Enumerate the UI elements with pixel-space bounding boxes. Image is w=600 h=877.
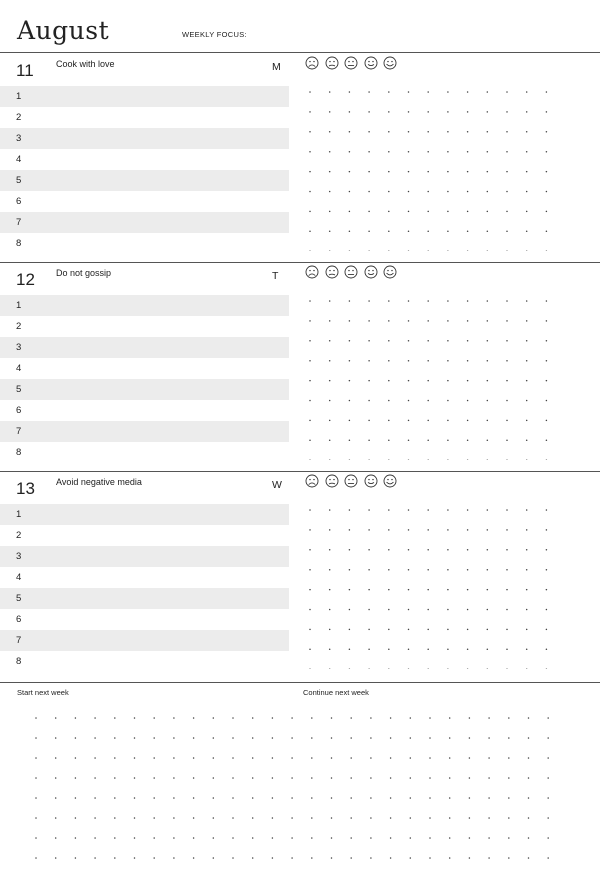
sad-face-icon[interactable]: [325, 265, 339, 279]
row-number: 1: [16, 91, 22, 102]
task-row[interactable]: [0, 421, 289, 442]
divider: [0, 682, 600, 683]
task-row[interactable]: [0, 442, 289, 463]
neutral-face-icon[interactable]: [344, 265, 358, 279]
start-next-week-label: Start next week: [17, 688, 69, 697]
dot-grid[interactable]: [309, 300, 559, 460]
task-row[interactable]: [0, 337, 289, 358]
row-number: 7: [16, 426, 22, 437]
task-row[interactable]: [0, 295, 289, 316]
task-row[interactable]: [0, 170, 289, 191]
task-row[interactable]: [0, 546, 289, 567]
row-number: 6: [16, 196, 22, 207]
row-number: 2: [16, 530, 22, 541]
sad-face-icon[interactable]: [325, 56, 339, 70]
row-number: 7: [16, 635, 22, 646]
row-number: 3: [16, 551, 22, 562]
row-number: 3: [16, 342, 22, 353]
row-number: 6: [16, 405, 22, 416]
very-sad-face-icon[interactable]: [305, 474, 319, 488]
very-happy-face-icon[interactable]: [383, 474, 397, 488]
task-row[interactable]: [0, 86, 289, 107]
numbered-rows: [0, 504, 289, 672]
weekday-letter: T: [272, 270, 279, 282]
task-row[interactable]: [0, 212, 289, 233]
row-number: 4: [16, 572, 22, 583]
task-row[interactable]: [0, 316, 289, 337]
task-row[interactable]: [0, 504, 289, 525]
task-row[interactable]: [0, 107, 289, 128]
task-row[interactable]: [0, 630, 289, 651]
page-header: [0, 0, 600, 52]
row-number: 3: [16, 133, 22, 144]
very-happy-face-icon[interactable]: [383, 56, 397, 70]
task-row[interactable]: [0, 149, 289, 170]
row-number: 8: [16, 656, 22, 667]
task-row[interactable]: [0, 400, 289, 421]
dot-grid[interactable]: [309, 91, 559, 251]
row-number: 1: [16, 509, 22, 520]
numbered-rows: [0, 295, 289, 463]
task-row[interactable]: [0, 233, 289, 254]
row-number: 7: [16, 217, 22, 228]
row-number: 5: [16, 175, 22, 186]
numbered-rows: [0, 86, 289, 254]
dot-grid[interactable]: [309, 509, 559, 669]
task-row[interactable]: [0, 651, 289, 672]
neutral-face-icon[interactable]: [344, 56, 358, 70]
task-row[interactable]: [0, 567, 289, 588]
task-row[interactable]: [0, 609, 289, 630]
task-row[interactable]: [0, 379, 289, 400]
very-sad-face-icon[interactable]: [305, 56, 319, 70]
task-row[interactable]: [0, 588, 289, 609]
happy-face-icon[interactable]: [364, 265, 378, 279]
day-number: 12: [16, 270, 35, 289]
task-row[interactable]: [0, 128, 289, 149]
row-number: 8: [16, 238, 22, 249]
row-number: 2: [16, 112, 22, 123]
task-row[interactable]: [0, 358, 289, 379]
notes-dot-grid[interactable]: [35, 717, 560, 867]
very-happy-face-icon[interactable]: [383, 265, 397, 279]
task-row[interactable]: [0, 525, 289, 546]
continue-next-week-label: Continue next week: [303, 688, 369, 697]
row-number: 1: [16, 300, 22, 311]
month-title: August: [17, 16, 110, 45]
day-number: 13: [16, 479, 35, 498]
row-number: 2: [16, 321, 22, 332]
very-sad-face-icon[interactable]: [305, 265, 319, 279]
day-section: [0, 471, 600, 681]
happy-face-icon[interactable]: [364, 56, 378, 70]
sad-face-icon[interactable]: [325, 474, 339, 488]
row-number: 4: [16, 363, 22, 374]
row-number: 8: [16, 447, 22, 458]
day-section: [0, 53, 600, 263]
day-section: [0, 262, 600, 472]
row-number: 5: [16, 384, 22, 395]
weekday-letter: W: [272, 479, 282, 491]
day-number: 11: [16, 61, 34, 80]
weekly-focus-label: WEEKLY FOCUS:: [182, 30, 247, 39]
task-row[interactable]: [0, 191, 289, 212]
day-task[interactable]: Cook with love: [56, 59, 115, 69]
row-number: 5: [16, 593, 22, 604]
row-number: 6: [16, 614, 22, 625]
weekday-letter: M: [272, 61, 281, 73]
day-task[interactable]: Do not gossip: [56, 268, 112, 278]
happy-face-icon[interactable]: [364, 474, 378, 488]
neutral-face-icon[interactable]: [344, 474, 358, 488]
day-task[interactable]: Avoid negative media: [56, 477, 142, 487]
row-number: 4: [16, 154, 22, 165]
